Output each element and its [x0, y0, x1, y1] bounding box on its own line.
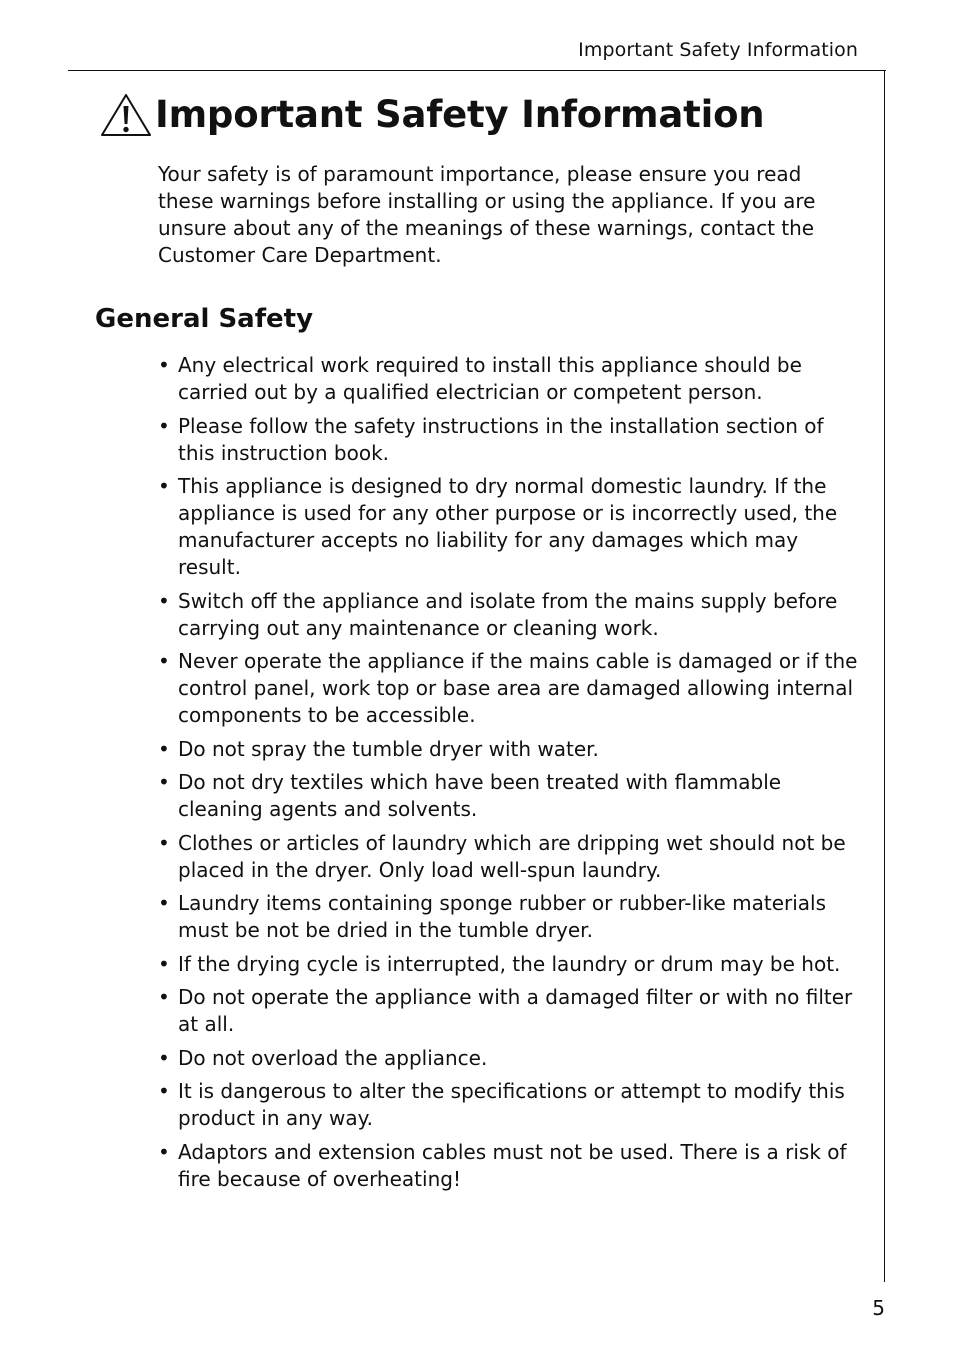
- page-title: Important Safety Information: [155, 93, 765, 136]
- warning-triangle-icon: [99, 92, 153, 138]
- list-item: • Any electrical work required to install this appliance should be carried out by a qualified electrician or competent person.: [158, 352, 864, 406]
- list-item: • Do not dry textiles which have been treated with flammable cleaning agents and solvents.: [158, 769, 864, 823]
- margin-rule: [884, 70, 885, 1282]
- list-item: • Adaptors and extension cables must not be used. There is a risk of fire because of overheating!: [158, 1139, 864, 1193]
- list-item: • Do not operate the appliance with a damaged filter or with no filter at all.: [158, 984, 864, 1038]
- section-heading-general-safety: General Safety: [95, 304, 314, 334]
- title-row: [99, 92, 764, 138]
- list-item: • This appliance is designed to dry normal domestic laundry. If the appliance is used for any other purpose or is incorrectly used, the manufacturer accepts no liability for any damages which may result.: [158, 473, 864, 581]
- page-number: 5: [872, 1296, 885, 1320]
- header-rule: [68, 70, 886, 71]
- safety-list: [158, 352, 864, 1199]
- list-item: • Never operate the appliance if the mains cable is damaged or if the control panel, work top or base area are damaged allowing internal components to be accessible.: [158, 648, 864, 729]
- list-item: • Clothes or articles of laundry which are dripping wet should not be placed in the dryer. Only load well-spun laundry.: [158, 830, 864, 884]
- list-item: • Do not spray the tumble dryer with water.: [158, 736, 864, 763]
- list-item: • Laundry items containing sponge rubber or rubber-like materials must be not be dried in the tumble dryer.: [158, 890, 864, 944]
- list-item: • Switch off the appliance and isolate from the mains supply before carrying out any maintenance or cleaning work.: [158, 588, 864, 642]
- running-header: Important Safety Information: [578, 39, 858, 61]
- list-item: • If the drying cycle is interrupted, the laundry or drum may be hot.: [158, 951, 864, 978]
- list-item: • Please follow the safety instructions in the installation section of this instruction book.: [158, 413, 864, 467]
- list-item: • Do not overload the appliance.: [158, 1045, 864, 1072]
- list-item: • It is dangerous to alter the specifications or attempt to modify this product in any way.: [158, 1078, 864, 1132]
- intro-paragraph: Your safety is of paramount importance, please ensure you read these warnings before installing or using the appliance. If you are unsure about any of the meanings of these warnings, contact the Customer Care Department.: [158, 162, 816, 267]
